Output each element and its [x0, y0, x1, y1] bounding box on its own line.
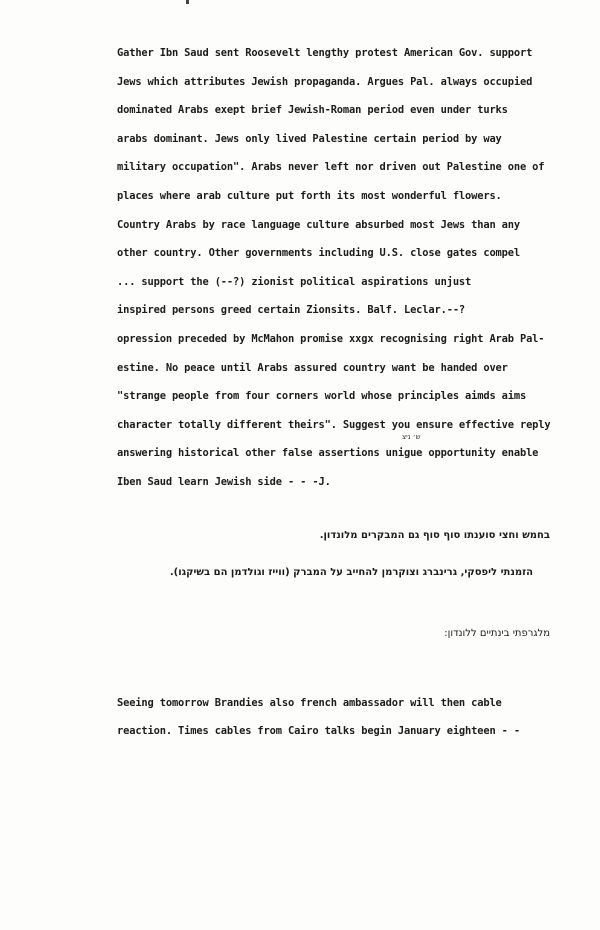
hebrew-line-2: הזמנתי ליפסקי, גרינברג וצוקרמן להחייב על המברק (ווייז וגולדמן הם בשיקגו).: [169, 567, 533, 578]
hebrew-line-3: מלגרפתי בינתיים ללונדון:: [444, 628, 550, 639]
handwritten-interlinear-note: ש׳ ניצ: [402, 433, 421, 441]
text-line: answering historical other false assertions unigue opportunity enable: [117, 447, 539, 460]
text-line: character totally different theirs". Suggest you ensure effective reply: [117, 418, 551, 431]
second-paragraph: [117, 689, 587, 745]
text-line: other country. Other governments including U.S. close gates compel: [117, 247, 520, 260]
text-line: arabs dominant. Jews only lived Palestine certain period by way: [117, 132, 502, 145]
text-line: Jews which attributes Jewish propaganda. Argues Pal. always occupied: [117, 75, 533, 88]
text-line: places where arab culture put forth its most wonderful flowers.: [117, 189, 502, 202]
text-line: dominated Arabs exept brief Jewish-Roman period even under turks: [117, 104, 508, 117]
text-line: opression preceded by McMahon promise xxgx recognising right Arab Pal-: [117, 332, 545, 345]
text-line: Gather Ibn Saud sent Roosevelt lengthy protest American Gov. support: [117, 47, 533, 59]
text-line: estine. No peace until Arabs assured country want be handed over: [117, 361, 508, 374]
text-line: Iben Saud learn Jewish side - - -J.: [117, 475, 331, 488]
page-edge-mark: [186, 0, 189, 4]
text-line: Country Arabs by race language culture absurbed most Jews than any: [117, 218, 520, 231]
text-line: military occupation". Arabs never left nor driven out Palestine one of: [117, 161, 545, 174]
text-line: "strange people from four corners world whose principles aimds aims: [117, 390, 527, 403]
text-line: Seeing tomorrow Brandies also french ambassador will then cable: [117, 697, 502, 709]
text-line: ... support the (--?) zionist political aspirations unjust: [117, 275, 472, 288]
text-line: reaction. Times cables from Cairo talks begin January eighteen - -: [117, 725, 520, 737]
hebrew-line-1: בחמש וחצי סוענתו סוף סוף גם המבקרים מלונדון.: [319, 530, 550, 541]
text-line: inspired persons greed certain Zionsits. Balf. Leclar.--?: [117, 304, 466, 317]
main-paragraph: [117, 39, 587, 497]
